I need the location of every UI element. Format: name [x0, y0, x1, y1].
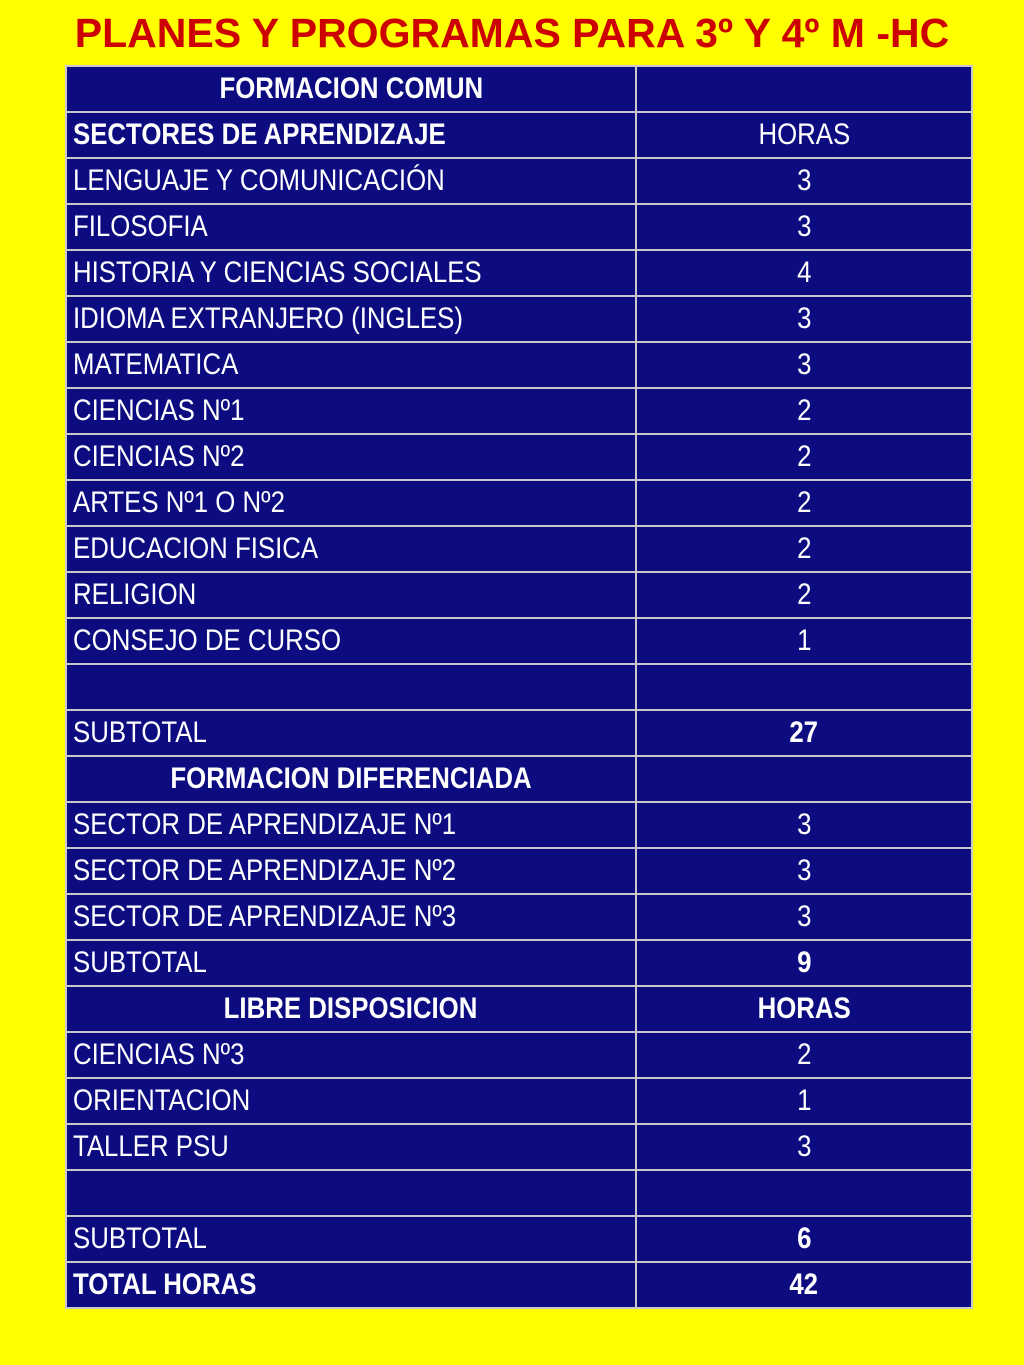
page-title: PLANES Y PROGRAMAS PARA 3º Y 4º M -HC — [74, 10, 950, 56]
sector-name-cell — [66, 342, 636, 388]
sector-name: CONSEJO DE CURSO — [73, 624, 342, 657]
table-row — [66, 388, 972, 434]
table-row — [66, 1032, 972, 1078]
hours-cell — [636, 434, 972, 480]
hours-cell — [636, 526, 972, 572]
hours-cell — [636, 756, 972, 802]
table-body — [66, 66, 972, 1308]
table-row — [66, 710, 972, 756]
sector-name-cell — [66, 204, 636, 250]
hours-cell — [636, 1078, 972, 1124]
sector-name-cell — [66, 986, 636, 1032]
sector-name-cell — [66, 664, 636, 710]
hours-cell — [636, 480, 972, 526]
hours-cell — [636, 664, 972, 710]
table-row — [66, 112, 972, 158]
sector-name-cell — [66, 158, 636, 204]
sector-name: HISTORIA Y CIENCIAS SOCIALES — [73, 256, 482, 289]
hours-cell — [636, 1032, 972, 1078]
sector-name: CIENCIAS Nº2 — [73, 440, 245, 473]
table-row — [66, 894, 972, 940]
table-row — [66, 296, 972, 342]
sector-name: LIBRE DISPOSICION — [224, 992, 478, 1025]
hours-value: HORAS — [758, 118, 850, 151]
sector-name: SUBTOTAL — [73, 1222, 207, 1255]
hours-cell — [636, 296, 972, 342]
sector-name-cell — [66, 1078, 636, 1124]
sector-name-cell — [66, 250, 636, 296]
hours-value: 3 — [796, 808, 812, 841]
hours-value: 3 — [796, 854, 812, 887]
hours-value: 1 — [796, 1084, 812, 1117]
hours-value: 3 — [796, 900, 812, 933]
sector-name: EDUCACION FISICA — [73, 532, 319, 565]
sector-name-cell — [66, 388, 636, 434]
sector-name: MATEMATICA — [73, 348, 239, 381]
hours-value: 2 — [796, 486, 812, 519]
sector-name: FORMACION COMUN — [219, 72, 483, 105]
table-row — [66, 1216, 972, 1262]
hours-value: 4 — [796, 256, 812, 289]
sector-name-cell — [66, 940, 636, 986]
hours-cell — [636, 1170, 972, 1216]
sector-name: SUBTOTAL — [73, 716, 207, 749]
hours-value: 2 — [796, 532, 812, 565]
sector-name: TALLER PSU — [73, 1130, 229, 1163]
hours-value: 3 — [796, 210, 812, 243]
table-row — [66, 66, 972, 112]
hours-cell — [636, 618, 972, 664]
hours-value: 3 — [796, 1130, 812, 1163]
sector-name-cell — [66, 1032, 636, 1078]
hours-value: 2 — [796, 394, 812, 427]
sector-name: IDIOMA EXTRANJERO (INGLES) — [73, 302, 463, 335]
sector-name: SUBTOTAL — [73, 946, 207, 979]
sector-name: SECTOR DE APRENDIZAJE Nº2 — [73, 854, 457, 887]
table-row — [66, 158, 972, 204]
hours-value: 1 — [796, 624, 812, 657]
sector-name-cell — [66, 1216, 636, 1262]
hours-value: 9 — [796, 946, 812, 979]
hours-value: HORAS — [757, 992, 851, 1025]
hours-cell — [636, 250, 972, 296]
hours-value: 3 — [796, 164, 812, 197]
sector-name-cell — [66, 1262, 636, 1308]
hours-cell — [636, 158, 972, 204]
sector-name-cell — [66, 112, 636, 158]
table-row — [66, 204, 972, 250]
hours-cell — [636, 204, 972, 250]
sector-name: CIENCIAS Nº3 — [73, 1038, 245, 1071]
table-row — [66, 940, 972, 986]
hours-value: 3 — [796, 348, 812, 381]
table-row — [66, 1262, 972, 1308]
hours-cell — [636, 66, 972, 112]
table-row — [66, 986, 972, 1032]
hours-cell — [636, 112, 972, 158]
sector-name: ARTES Nº1 O Nº2 — [73, 486, 285, 519]
table-row — [66, 756, 972, 802]
table-row — [66, 1124, 972, 1170]
hours-value: 2 — [796, 440, 812, 473]
sector-name-cell — [66, 296, 636, 342]
hours-cell — [636, 940, 972, 986]
table-row — [66, 1170, 972, 1216]
sector-name-cell — [66, 572, 636, 618]
sector-name-cell — [66, 1124, 636, 1170]
table-row — [66, 342, 972, 388]
hours-value: 2 — [796, 578, 812, 611]
study-plan-table — [65, 65, 973, 1309]
sector-name-cell — [66, 710, 636, 756]
sector-name: RELIGION — [73, 578, 197, 611]
sector-name: SECTOR DE APRENDIZAJE Nº1 — [73, 808, 457, 841]
table-row — [66, 664, 972, 710]
sector-name: LENGUAJE Y COMUNICACIÓN — [73, 164, 445, 197]
sector-name-cell — [66, 480, 636, 526]
table-row — [66, 434, 972, 480]
sector-name: SECTOR DE APRENDIZAJE Nº3 — [73, 900, 457, 933]
table-row — [66, 1078, 972, 1124]
hours-cell — [636, 894, 972, 940]
hours-cell — [636, 572, 972, 618]
hours-cell — [636, 802, 972, 848]
hours-value: 2 — [796, 1038, 812, 1071]
hours-cell — [636, 1216, 972, 1262]
table-row — [66, 480, 972, 526]
sector-name-cell — [66, 894, 636, 940]
table-row — [66, 526, 972, 572]
sector-name-cell — [66, 526, 636, 572]
sector-name: SECTORES DE APRENDIZAJE — [73, 118, 446, 151]
hours-cell — [636, 1124, 972, 1170]
hours-cell — [636, 710, 972, 756]
hours-value: 3 — [796, 302, 812, 335]
sector-name: FILOSOFIA — [73, 210, 208, 243]
table-row — [66, 618, 972, 664]
sector-name: FORMACION DIFERENCIADA — [170, 762, 532, 795]
hours-cell — [636, 986, 972, 1032]
sector-name-cell — [66, 434, 636, 480]
sector-name: CIENCIAS Nº1 — [73, 394, 245, 427]
sector-name-cell — [66, 756, 636, 802]
table-row — [66, 802, 972, 848]
sector-name-cell — [66, 618, 636, 664]
sector-name-cell — [66, 848, 636, 894]
hours-cell — [636, 388, 972, 434]
hours-value: 42 — [789, 1268, 819, 1301]
hours-value: 6 — [796, 1222, 812, 1255]
sector-name: TOTAL HORAS — [73, 1268, 257, 1301]
sector-name: ORIENTACION — [73, 1084, 251, 1117]
hours-value: 27 — [789, 716, 819, 749]
table-row — [66, 250, 972, 296]
table-row — [66, 572, 972, 618]
sector-name-cell — [66, 66, 636, 112]
hours-cell — [636, 342, 972, 388]
table-row — [66, 848, 972, 894]
sector-name-cell — [66, 1170, 636, 1216]
sector-name-cell — [66, 802, 636, 848]
hours-cell — [636, 1262, 972, 1308]
hours-cell — [636, 848, 972, 894]
